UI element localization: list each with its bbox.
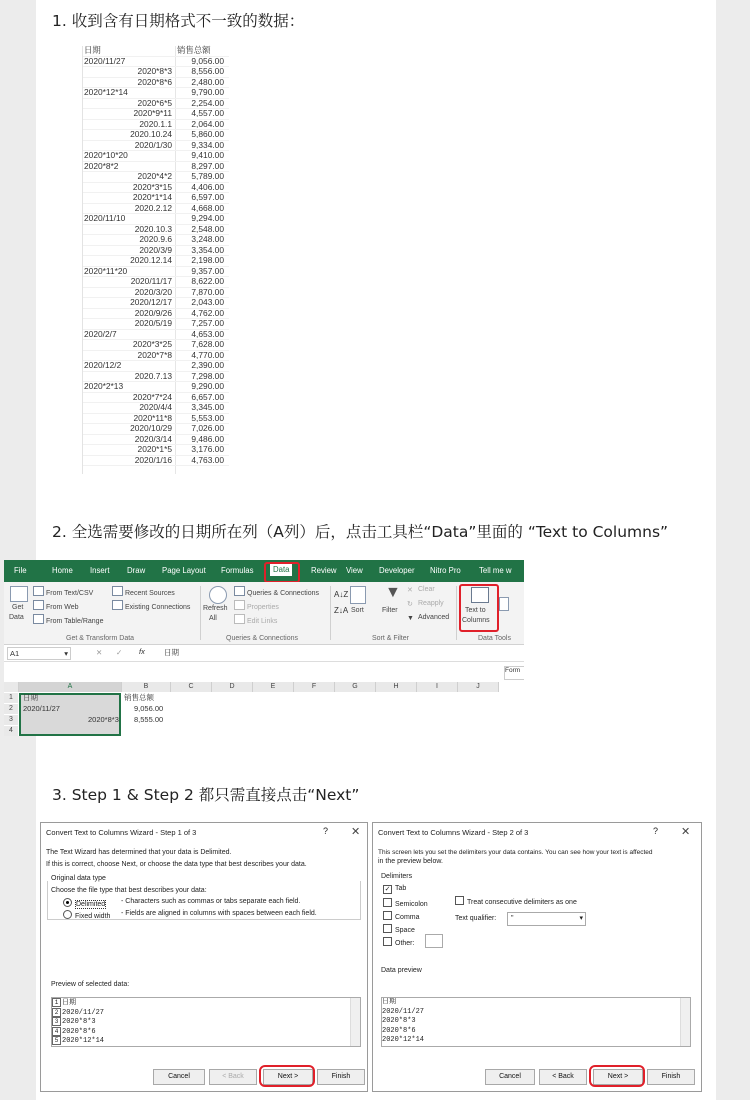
sheet-date-cell: 2020.10.3: [134, 223, 172, 234]
filter-button[interactable]: Filter: [382, 607, 398, 614]
chevron-down-icon: ▾: [579, 915, 583, 922]
sheet-date-cell: 2020/11/17: [130, 276, 172, 286]
wizard-step1-title: Convert Text to Columns Wizard - Step 1 of 3: [46, 828, 197, 837]
get-data-label-1[interactable]: Get: [12, 604, 24, 611]
help-icon[interactable]: ?: [323, 826, 329, 836]
sheet-sales-cell: 6,597.00: [191, 192, 224, 202]
tab-formulas[interactable]: Formulas: [221, 566, 254, 575]
cancel-button[interactable]: Cancel: [153, 1069, 205, 1085]
refresh-icon: [209, 586, 227, 604]
recent-sources-icon: [112, 586, 123, 596]
sheet-sales-cell: 8,297.00: [191, 160, 224, 171]
preview-line: 2020/11/27: [382, 1007, 425, 1016]
tab-nitro-pro[interactable]: Nitro Pro: [430, 566, 461, 575]
preview-scrollbar[interactable]: [680, 998, 690, 1046]
from-web-button[interactable]: From Web: [33, 600, 79, 611]
sheet-sales-cell: 9,294.00: [191, 213, 224, 223]
sheet-sales-cell: 3,354.00: [191, 244, 224, 255]
cell-b1[interactable]: 销售总额: [124, 693, 154, 702]
next-button-highlight: [259, 1065, 315, 1087]
sheet-date-cell: 2020.2.12: [134, 202, 172, 213]
preview-line: 4 2020*8*6: [52, 1027, 360, 1037]
sheet-sales-cell: 2,548.00: [191, 223, 224, 234]
cancel-icon[interactable]: ✕: [96, 648, 103, 657]
sheet-sales-cell: 7,026.00: [191, 423, 224, 433]
formula-bar: [4, 645, 524, 662]
reapply-button[interactable]: ↻ Reapply: [407, 600, 444, 608]
column-header-j[interactable]: J: [458, 682, 499, 692]
sheet-sales-cell: 9,290.00: [191, 381, 224, 391]
preview-line: 日期: [382, 998, 396, 1006]
sheet-date-cell: 2020/9/26: [134, 307, 172, 318]
wizard-step1-dialog: [40, 822, 368, 1092]
text-to-columns-label-1[interactable]: Text to: [465, 607, 486, 614]
sheet-row: [83, 382, 229, 393]
row-header-2[interactable]: 2: [4, 704, 18, 714]
cancel-button[interactable]: Cancel: [485, 1069, 535, 1085]
delimiters-label: Delimiters: [381, 873, 413, 880]
fixed-width-description: - Fields are aligned in columns with spaces between each field.: [121, 910, 317, 917]
sheet-date-cell: 2020*11*20: [84, 265, 128, 276]
delimited-radio[interactable]: Delimited: [63, 898, 106, 908]
sheet-row: [83, 88, 229, 99]
sheet-sales-cell: 7,870.00: [191, 286, 224, 297]
sort-button[interactable]: Sort: [351, 607, 364, 614]
preview-line: 5 2020*12*14: [52, 1036, 360, 1046]
data-preview-box[interactable]: [51, 997, 361, 1047]
column-header-a[interactable]: A: [19, 682, 122, 692]
sheet-row: [83, 361, 229, 372]
consecutive-delimiters-checkbox[interactable]: Treat consecutive delimiters as one: [455, 896, 577, 906]
sheet-date-cell: 2020*10*20: [84, 150, 128, 160]
sheet-date-cell: 2020*7*8: [137, 349, 172, 360]
sheet-sales-cell: 3,248.00: [191, 234, 224, 244]
preview-line: 2020*12*14: [382, 1036, 425, 1044]
from-text-csv-button[interactable]: From Text/CSV: [33, 586, 93, 597]
tab-home[interactable]: Home: [52, 566, 73, 575]
next-button-highlight: [589, 1065, 645, 1087]
sheet-date-cell: 2020*9*11: [133, 108, 172, 118]
sheet-date-cell: 2020*12*14: [84, 87, 128, 97]
flash-fill-icon[interactable]: [499, 597, 509, 611]
group-data-tools: Data Tools: [478, 635, 511, 642]
checkbox-icon: [383, 898, 392, 907]
column-header-b[interactable]: B: [122, 682, 171, 692]
sheet-sales-cell: 2,390.00: [191, 360, 224, 370]
wizard-step2-title: Convert Text to Columns Wizard - Step 2 of 3: [378, 828, 529, 837]
tab-file[interactable]: File: [14, 566, 27, 575]
column-header-f[interactable]: F: [294, 682, 335, 692]
sheet-sales-cell: 9,334.00: [191, 139, 224, 150]
sheet-sales-cell: 9,486.00: [191, 433, 224, 444]
choose-file-type-label: Choose the file type that best describes your data:: [51, 887, 207, 894]
column-header-e[interactable]: E: [253, 682, 294, 692]
wizard-step2-line2: in the preview below.: [378, 858, 443, 865]
cell-b3[interactable]: 8,555.00: [134, 715, 164, 724]
worksheet-grid: [4, 682, 524, 736]
sheet-date-cell: 2020/2/7: [84, 328, 117, 339]
cell-b2[interactable]: 9,056.00: [134, 704, 164, 713]
sheet-row: [83, 151, 229, 162]
queries-connections-button[interactable]: Queries & Connections: [234, 586, 319, 597]
sheet-date-cell: 2020/11/10: [84, 213, 126, 223]
properties-button[interactable]: Properties: [234, 600, 279, 611]
radio-selected-icon: [63, 898, 72, 907]
funnel-icon: ▼: [385, 584, 401, 601]
sheet-sales-cell: 4,557.00: [191, 108, 224, 118]
checkbox-icon: [383, 911, 392, 920]
sheet-sales-cell: 8,622.00: [191, 276, 224, 286]
sheet-sales-cell: 5,553.00: [191, 412, 224, 423]
step-1-title: 1. 收到含有日期格式不一致的数据：: [52, 12, 305, 30]
semicolon-checkbox[interactable]: Semicolon: [383, 898, 428, 908]
text-to-columns-label-2[interactable]: Columns: [462, 617, 490, 624]
sheet-date-cell: 2020*8*6: [137, 76, 172, 87]
sheet-row: [83, 277, 229, 288]
sheet-row: [83, 445, 229, 456]
sheet-row: [83, 109, 229, 120]
text-qualifier-label: Text qualifier:: [455, 915, 497, 922]
sheet-row: [83, 256, 229, 267]
step-2-title: 2. 全选需要修改的日期所在列（A列）后，点击工具栏“Data”里面的 “Text to Columns”: [52, 523, 669, 541]
advanced-button[interactable]: ▼ Advanced: [407, 614, 450, 622]
sheet-sales-cell: 2,198.00: [191, 255, 224, 265]
tab-insert[interactable]: Insert: [90, 566, 110, 575]
delimited-description: - Characters such as commas or tabs separate each field.: [121, 898, 301, 905]
sheet-header-date: 日期: [84, 45, 101, 55]
checkbox-icon: [383, 924, 392, 933]
preview-line: 1 日期: [52, 998, 360, 1008]
sheet-row: [83, 172, 229, 183]
sheet-date-cell: 2020*6*5: [137, 97, 172, 108]
radio-icon: [63, 910, 72, 919]
sheet-date-cell: 2020/5/19: [134, 318, 172, 328]
column-header-g[interactable]: G: [335, 682, 376, 692]
sheet-sales-cell: 9,410.00: [191, 150, 224, 160]
preview-line: 2020*8*6: [382, 1026, 416, 1035]
original-data-type-label: Original data type: [51, 875, 106, 882]
text-to-columns-highlight: [459, 584, 499, 632]
data-ribbon: [4, 582, 524, 645]
sheet-date-cell: 2020.12.14: [130, 255, 172, 265]
fixed-width-radio[interactable]: Fixed width: [63, 910, 110, 920]
finish-button[interactable]: Finish: [317, 1069, 365, 1085]
clear-filter-icon: ✕: [407, 587, 413, 594]
sheet-row: [83, 130, 229, 141]
formula-input[interactable]: 日期: [164, 648, 179, 657]
cell-a3[interactable]: 2020*8*3: [88, 715, 119, 724]
column-header-i[interactable]: I: [417, 682, 458, 692]
group-queries: Queries & Connections: [226, 635, 298, 642]
sheet-date-cell: 2020.1.1: [139, 118, 172, 129]
sort-az-icon[interactable]: A↓Z: [334, 590, 349, 599]
sheet-date-cell: 2020.10.24: [130, 129, 172, 139]
checkbox-icon: [455, 896, 464, 905]
sheet-date-cell: 2020/3/20: [134, 286, 172, 297]
data-preview-label: Data preview: [381, 967, 422, 974]
sheet-row: [83, 193, 229, 204]
data-preview-box[interactable]: [381, 997, 691, 1047]
sheet-date-cell: 2020/12/2: [84, 360, 122, 370]
column-header-h[interactable]: H: [376, 682, 417, 692]
recent-sources-button[interactable]: Recent Sources: [112, 586, 175, 597]
tab-view[interactable]: View: [346, 566, 363, 575]
row-header-3[interactable]: 3: [4, 715, 18, 725]
cell-a2[interactable]: 2020/11/27: [23, 704, 60, 713]
database-icon: [10, 586, 28, 602]
tab-checkbox[interactable]: ✓ Tab: [384, 885, 407, 893]
advanced-filter-icon: ▼: [407, 615, 414, 622]
preview-line: 2 2020/11/27: [52, 1008, 360, 1018]
sheet-date-cell: 2020*11*8: [133, 412, 172, 423]
sheet-row: [83, 235, 229, 246]
select-all-corner[interactable]: [4, 682, 19, 692]
sheet-sales-cell: 6,657.00: [191, 391, 224, 402]
text-file-icon: [33, 586, 44, 596]
tab-page-layout[interactable]: Page Layout: [162, 566, 206, 575]
confirm-icon[interactable]: ✓: [116, 648, 123, 657]
column-header-c[interactable]: C: [171, 682, 212, 692]
tab-review[interactable]: Review: [311, 566, 337, 575]
sheet-row: [83, 214, 229, 225]
excel-ribbon-screenshot: [4, 560, 524, 736]
space-checkbox[interactable]: Space: [383, 924, 415, 934]
sheet-row: [83, 298, 229, 309]
wizard-step2-dialog: [372, 822, 702, 1092]
sheet-date-cell: 2020*1*5: [137, 444, 172, 454]
sheet-sales-cell: 5,860.00: [191, 129, 224, 139]
group-get-transform: Get & Transform Data: [66, 635, 135, 642]
next-button[interactable]: Next >: [263, 1069, 313, 1085]
sheet-date-cell: 2020*8*2: [84, 160, 119, 171]
sheet-row: [83, 456, 229, 467]
sheet-row: [83, 319, 229, 330]
finish-button[interactable]: Finish: [647, 1069, 695, 1085]
sheet-sales-cell: 9,056.00: [191, 55, 224, 66]
sheet-row: [83, 67, 229, 78]
existing-connections-button[interactable]: Existing Connections: [112, 600, 190, 611]
sheet-date-cell: 2020*7*24: [132, 391, 172, 402]
sheet-row: [83, 424, 229, 435]
comma-checkbox[interactable]: Comma: [383, 911, 420, 921]
get-data-label-2[interactable]: Data: [9, 614, 24, 621]
wizard-step2-line1: This screen lets you set the delimiters your data contains. You can see how your text is affected: [378, 849, 653, 856]
wizard-step1-line1: The Text Wizard has determined that your data is Delimited.: [46, 849, 232, 856]
back-button[interactable]: < Back: [539, 1069, 587, 1085]
other-delimiter-input[interactable]: [425, 934, 443, 948]
sheet-sales-cell: 2,254.00: [191, 97, 224, 108]
sheet-sales-cell: 2,043.00: [191, 297, 224, 307]
sheet-sales-cell: 3,176.00: [191, 444, 224, 454]
next-button[interactable]: Next >: [593, 1069, 643, 1085]
sheet-sales-cell: 4,668.00: [191, 202, 224, 213]
sheet-row: [83, 340, 229, 351]
sheet-sales-cell: 7,257.00: [191, 318, 224, 328]
sheet-date-cell: 2020*8*3: [137, 66, 172, 76]
close-icon[interactable]: ✕: [351, 826, 361, 838]
sheet-sales-cell: 4,770.00: [191, 349, 224, 360]
sheet-sales-cell: 4,653.00: [191, 328, 224, 339]
close-icon[interactable]: ✕: [681, 826, 691, 838]
sheet-date-cell: 2020/3/9: [139, 244, 172, 255]
chevron-down-icon: ▾: [64, 649, 68, 658]
name-box[interactable]: A1 ▾: [7, 647, 71, 660]
sheet-sales-cell: 3,345.00: [191, 402, 224, 412]
sheet-sales-cell: 5,789.00: [191, 171, 224, 181]
sheet-row: [83, 403, 229, 414]
other-checkbox[interactable]: Other:: [383, 937, 414, 947]
column-header-d[interactable]: D: [212, 682, 253, 692]
tell-me-search[interactable]: Tell me w: [479, 566, 512, 575]
checkmark-icon: ✓: [384, 886, 391, 893]
sheet-sales-cell: 9,790.00: [191, 87, 224, 97]
refresh-all-label-1[interactable]: Refresh: [203, 605, 228, 612]
sheet-date-cell: 2020*3*25: [132, 339, 172, 349]
sheet-date-cell: 2020*1*14: [132, 192, 172, 202]
row-header-1[interactable]: 1: [4, 693, 18, 703]
queries-icon: [234, 586, 245, 596]
sheet-date-cell: 2020.9.6: [139, 234, 172, 244]
sort-za-icon[interactable]: Z↓A: [334, 606, 349, 615]
sheet-sales-cell: 4,762.00: [191, 307, 224, 318]
back-button[interactable]: < Back: [209, 1069, 257, 1085]
sheet-sales-cell: 2,480.00: [191, 76, 224, 87]
sheet-sales-cell: 4,763.00: [191, 454, 224, 465]
refresh-all-label-2[interactable]: All: [209, 615, 217, 622]
cell-a1[interactable]: 日期: [23, 693, 38, 702]
preview-scrollbar[interactable]: [350, 998, 360, 1046]
sheet-header-sales: 销售总额: [177, 45, 211, 55]
data-tab-highlight: [264, 562, 300, 583]
sheet-date-cell: 2020/4/4: [139, 402, 172, 412]
sheet-header-row: [83, 46, 229, 57]
sheet-date-cell: 2020/1/16: [134, 454, 172, 465]
fx-icon[interactable]: fx: [139, 647, 145, 656]
wizard-step1-line2: If this is correct, choose Next, or choose the data type that best describes your data.: [46, 861, 307, 868]
edit-links-button[interactable]: Edit Links: [234, 614, 277, 625]
sheet-sales-cell: 2,064.00: [191, 118, 224, 129]
row-header-4[interactable]: 4: [4, 726, 18, 736]
from-table-range-button[interactable]: From Table/Range: [33, 614, 103, 625]
preview-label: Preview of selected data:: [51, 981, 130, 988]
properties-icon: [234, 600, 245, 610]
sheet-sales-cell: 7,628.00: [191, 339, 224, 349]
sheet-date-cell: 2020/12/17: [130, 297, 172, 307]
text-qualifier-select[interactable]: " ▾: [507, 912, 586, 926]
step-3-title: 3. Step 1 & Step 2 都只需直接点击“Next”: [52, 786, 360, 804]
sheet-date-cell: 2020/1/30: [134, 139, 172, 150]
tab-draw[interactable]: Draw: [127, 566, 146, 575]
connections-icon: [112, 600, 123, 610]
tab-developer[interactable]: Developer: [379, 566, 415, 575]
sheet-sales-cell: 8,556.00: [191, 66, 224, 76]
web-icon: [33, 600, 44, 610]
sheet-date-cell: 2020*4*2: [137, 171, 172, 181]
table-icon: [33, 614, 44, 624]
sheet-date-cell: 2020/3/14: [134, 433, 172, 444]
sheet-date-cell: 2020*3*15: [132, 181, 172, 192]
sheet-sales-cell: 7,298.00: [191, 370, 224, 381]
sheet-sales-cell: 4,406.00: [191, 181, 224, 192]
links-icon: [234, 614, 245, 624]
group-sort-filter: Sort & Filter: [372, 635, 409, 642]
sheet-sales-cell: 9,357.00: [191, 265, 224, 276]
tab-data[interactable]: Data: [270, 564, 292, 576]
sort-icon: [350, 586, 366, 604]
preview-line: 2020*8*3: [382, 1017, 416, 1025]
spreadsheet-screenshot: [82, 46, 229, 474]
form-tooltip: Form: [504, 666, 524, 680]
help-icon[interactable]: ?: [653, 826, 659, 836]
reapply-icon: ↻: [407, 601, 413, 608]
preview-line: 3 2020*8*3: [52, 1017, 360, 1027]
sheet-date-cell: 2020.7.13: [134, 370, 172, 381]
sheet-date-cell: 2020/10/29: [130, 423, 172, 433]
sheet-date-cell: 2020*2*13: [84, 381, 124, 391]
checkbox-icon: [383, 937, 392, 946]
clear-button[interactable]: ✕ Clear: [407, 586, 435, 594]
sheet-date-cell: 2020/11/27: [84, 55, 126, 66]
